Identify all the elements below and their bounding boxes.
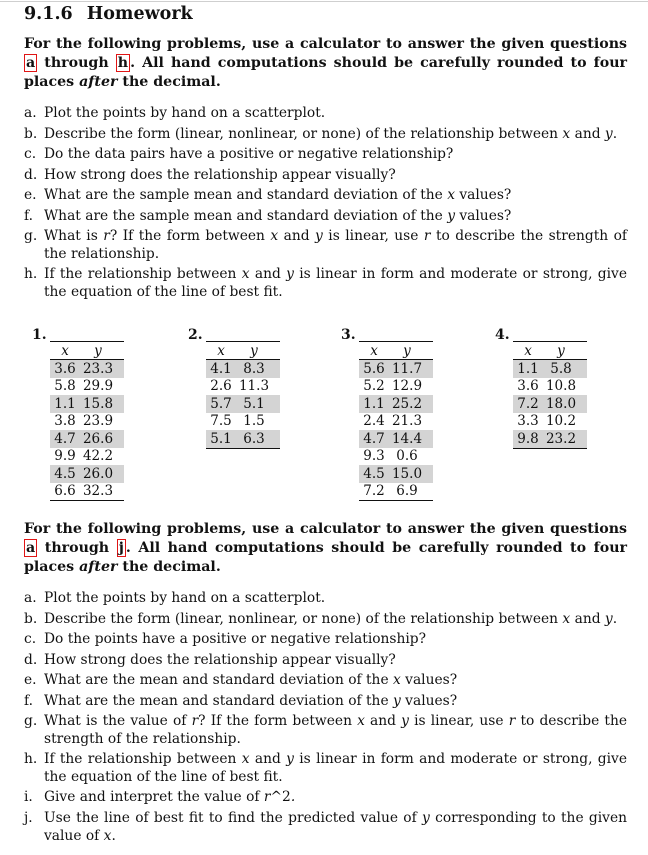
- table-rule: [513, 327, 587, 342]
- question-letter: d.: [24, 166, 38, 183]
- instructions-1: [24, 35, 627, 92]
- table-row: [50, 378, 124, 396]
- math-variable: x: [270, 228, 279, 244]
- table-row: [359, 360, 433, 378]
- question-item: [24, 691, 627, 712]
- text-run: Give and interpret the value of: [44, 789, 264, 805]
- cell-y: 26.6: [82, 430, 114, 447]
- text-run: What are the sample mean and standard deviation of the: [44, 187, 448, 203]
- question-letter: c.: [24, 146, 37, 162]
- question-letter: e.: [24, 187, 37, 203]
- table-row: [513, 395, 587, 413]
- instructions-2: [24, 520, 627, 577]
- cell-y: 0.6: [396, 448, 418, 465]
- question-letter: g.: [24, 713, 38, 729]
- table-row: [359, 378, 433, 396]
- text-run: is linear, use: [408, 713, 509, 729]
- text-run: values?: [454, 207, 512, 224]
- text-run: Describe the form (linear, nonlinear, or none) of the relationship between: [44, 610, 563, 627]
- question-text: [44, 629, 627, 650]
- instructions-text: For the following problems, use a calculator to answer the given questions: [24, 36, 627, 52]
- question-text: [44, 609, 627, 630]
- question-text: [44, 711, 627, 749]
- table-rule: [50, 327, 124, 342]
- cell-y: 18.0: [545, 395, 577, 412]
- instructions-text-2: . All hand computations should be carefully rounded to four places: [24, 55, 627, 90]
- table-row: [206, 413, 280, 431]
- table-row: [50, 448, 124, 466]
- text-run: ^2: [270, 789, 291, 805]
- column-header-y: y: [403, 342, 411, 359]
- text-run: If the relationship between: [44, 751, 242, 767]
- question-item: [24, 124, 627, 145]
- cell-x: 5.7: [210, 395, 232, 412]
- text-run: Plot the points by hand on a scatterplot.: [44, 105, 326, 121]
- question-text: [44, 226, 627, 264]
- question-letter: f.: [24, 692, 34, 709]
- question-letter: c.: [24, 631, 37, 647]
- instructions-text-3: the decimal.: [122, 559, 221, 575]
- cell-y: 14.4: [391, 430, 423, 447]
- question-letter: d.: [24, 651, 38, 668]
- column-header-y: y: [557, 342, 565, 359]
- text-run: Describe the form (linear, nonlinear, or none) of the relationship between: [44, 125, 563, 142]
- cell-y: 6.9: [396, 483, 418, 500]
- cell-x: 3.6: [517, 378, 539, 395]
- through-word: through: [44, 540, 110, 556]
- table-row: [50, 430, 124, 448]
- question-item: [24, 609, 627, 630]
- question-text: [44, 650, 627, 671]
- question-text: [44, 144, 627, 165]
- cell-y: 8.3: [243, 360, 265, 377]
- text-run: .: [612, 125, 618, 142]
- question-letter: e.: [24, 672, 37, 688]
- question-item: [24, 103, 627, 124]
- question-text: [44, 124, 627, 145]
- cell-x: 7.2: [363, 483, 385, 500]
- cell-x: 4.7: [363, 430, 385, 447]
- question-letter: i.: [24, 789, 33, 805]
- cell-x: 2.6: [210, 378, 232, 395]
- table-row: [50, 483, 124, 502]
- section-heading: [24, 4, 193, 24]
- text-run: ? If the form between: [109, 228, 271, 244]
- table-row: [513, 413, 587, 431]
- cell-x: 9.3: [363, 448, 385, 465]
- math-variable: x: [447, 187, 455, 203]
- question-text: [44, 185, 627, 206]
- table-row: [359, 395, 433, 413]
- math-variable: x: [103, 827, 112, 844]
- column-header-y: y: [94, 342, 102, 359]
- text-run: corresponding to the given value of: [44, 809, 627, 844]
- text-run: values?: [400, 672, 458, 688]
- data-table: [206, 327, 280, 449]
- question-letter: h.: [24, 751, 38, 767]
- math-variable: x: [241, 751, 250, 767]
- question-letter: g.: [24, 228, 38, 244]
- data-table: [359, 327, 433, 501]
- question-item: [24, 650, 627, 671]
- table-row: [359, 430, 433, 448]
- cell-y: 11.7: [391, 360, 423, 377]
- table-row: [359, 448, 433, 466]
- table-row: [513, 360, 587, 378]
- cell-y: 21.3: [391, 413, 423, 430]
- problem-number: 3.: [341, 327, 356, 343]
- question-item: [24, 165, 627, 186]
- text-run: .: [612, 610, 618, 627]
- text-run: ? If the form between: [198, 713, 358, 729]
- question-item: [24, 264, 627, 302]
- question-letter: h.: [24, 266, 38, 282]
- cell-y: 25.2: [391, 395, 423, 412]
- cell-x: 1.1: [54, 395, 76, 412]
- cell-x: 9.8: [517, 430, 539, 447]
- table-header: [206, 342, 280, 360]
- text-run: and: [364, 713, 402, 729]
- link-box-j[interactable]: j: [118, 540, 124, 556]
- text-run: What are the mean and standard deviation of the: [44, 672, 393, 688]
- cell-x: 3.6: [54, 360, 76, 377]
- section-number: 9.1.6: [24, 4, 73, 24]
- column-header-x: x: [370, 342, 378, 359]
- math-variable: y: [447, 207, 455, 224]
- instructions-text-3: the decimal.: [122, 74, 221, 90]
- math-variable: x: [357, 713, 365, 729]
- text-run: to describe the strength of the relationship.: [44, 228, 628, 262]
- question-item: [24, 711, 627, 749]
- text-run: and: [570, 610, 605, 627]
- math-variable: x: [393, 672, 401, 688]
- table-row: [359, 483, 433, 502]
- cell-y: 32.3: [82, 483, 114, 500]
- cell-y: 29.9: [82, 378, 114, 395]
- cell-x: 3.3: [517, 413, 539, 430]
- cell-y: 23.9: [82, 413, 114, 430]
- cell-y: 5.1: [243, 395, 265, 412]
- math-variable: r: [423, 228, 431, 244]
- text-run: If the relationship between: [44, 266, 242, 282]
- question-letter: f.: [24, 207, 34, 224]
- question-text: [44, 808, 627, 846]
- question-letter: j.: [24, 809, 33, 826]
- question-item: [24, 226, 627, 264]
- question-text: [44, 206, 627, 227]
- column-header-x: x: [61, 342, 69, 359]
- text-run: Use the line of best fit to find the predicted value of: [44, 809, 423, 826]
- question-item: [24, 670, 627, 691]
- cell-y: 26.0: [82, 465, 114, 482]
- text-run: values?: [454, 187, 512, 203]
- after-word: after: [79, 559, 118, 575]
- cell-x: 1.1: [517, 360, 539, 377]
- text-run: .: [111, 827, 116, 844]
- question-text: [44, 787, 627, 808]
- math-variable: y: [393, 692, 401, 709]
- math-variable: x: [562, 125, 571, 142]
- cell-y: 11.3: [238, 378, 270, 395]
- question-letter: a.: [24, 105, 37, 121]
- question-text: [44, 670, 627, 691]
- table-row: [206, 395, 280, 413]
- cell-x: 4.5: [363, 465, 385, 482]
- table-row: [359, 465, 433, 483]
- cell-y: 10.2: [545, 413, 577, 430]
- math-variable: y: [401, 713, 409, 729]
- column-header-y: y: [250, 342, 258, 359]
- table-header: [513, 342, 587, 360]
- table-rule: [206, 327, 280, 342]
- text-run: and: [249, 751, 287, 767]
- cell-x: 7.5: [210, 413, 232, 430]
- column-header-x: x: [217, 342, 225, 359]
- math-variable: r: [263, 789, 271, 805]
- link-box-a[interactable]: a: [26, 540, 36, 556]
- link-box-a[interactable]: a: [26, 55, 36, 71]
- cell-x: 5.2: [363, 378, 385, 395]
- table-row: [206, 378, 280, 396]
- table-row: [206, 360, 280, 378]
- question-text: [44, 749, 627, 787]
- data-table: [513, 327, 587, 449]
- cell-x: 4.1: [210, 360, 232, 377]
- text-run: What are the mean and standard deviation of the: [44, 692, 393, 709]
- text-run: and: [278, 228, 316, 244]
- cell-x: 5.1: [210, 430, 232, 447]
- problem-number: 2.: [188, 327, 203, 343]
- table-rule: [359, 327, 433, 342]
- question-text: [44, 165, 627, 186]
- text-run: Do the points have a positive or negative relationship?: [44, 631, 427, 647]
- math-variable: x: [241, 266, 250, 282]
- math-variable: y: [604, 610, 613, 627]
- cell-x: 1.1: [363, 395, 385, 412]
- question-item: [24, 787, 627, 808]
- cell-x: 7.2: [517, 395, 539, 412]
- cell-x: 5.8: [54, 378, 76, 395]
- cell-y: 15.8: [82, 395, 114, 412]
- top-rule: [0, 1, 648, 2]
- cell-x: 3.8: [54, 413, 76, 430]
- question-list-1: [24, 103, 627, 302]
- problem-number: 4.: [495, 327, 510, 343]
- text-run: is linear, use: [322, 228, 424, 244]
- math-variable: y: [315, 228, 323, 244]
- math-variable: y: [286, 266, 294, 282]
- text-run: How strong does the relationship appear visually?: [44, 651, 396, 668]
- text-run: to describe the strength of the relationship.: [44, 713, 628, 747]
- after-word: after: [79, 74, 118, 90]
- question-letter: a.: [24, 590, 37, 606]
- text-run: and: [570, 125, 605, 142]
- math-variable: .: [290, 789, 296, 805]
- table-row: [50, 360, 124, 378]
- table-row: [206, 430, 280, 449]
- cell-y: 42.2: [82, 448, 114, 465]
- table-header: [359, 342, 433, 360]
- cell-y: 12.9: [391, 378, 423, 395]
- question-text: [44, 264, 627, 302]
- cell-x: 6.6: [54, 483, 76, 500]
- cell-x: 2.4: [363, 413, 385, 430]
- math-variable: y: [422, 809, 430, 826]
- table-row: [50, 395, 124, 413]
- table-row: [50, 413, 124, 431]
- text-run: is linear in form and moderate or strong, give the equation of the line of best fit.: [44, 751, 627, 785]
- section-title: Homework: [86, 4, 193, 24]
- column-header-x: x: [524, 342, 532, 359]
- text-run: What is: [44, 228, 104, 244]
- cell-y: 23.2: [545, 430, 577, 447]
- question-item: [24, 206, 627, 227]
- instructions-text-2: . All hand computations should be carefully rounded to four places: [24, 540, 627, 575]
- table-row: [359, 413, 433, 431]
- cell-y: 10.8: [545, 378, 577, 395]
- question-item: [24, 588, 627, 609]
- text-run: and: [249, 266, 287, 282]
- cell-y: 1.5: [243, 413, 265, 430]
- table-row: [513, 430, 587, 449]
- question-item: [24, 749, 627, 787]
- cell-y: 23.3: [82, 360, 114, 377]
- table-header: [50, 342, 124, 360]
- cell-x: 5.6: [363, 360, 385, 377]
- question-letter: b.: [24, 610, 38, 627]
- table-row: [50, 465, 124, 483]
- question-list-2: [24, 588, 627, 846]
- cell-x: 4.5: [54, 465, 76, 482]
- cell-y: 15.0: [391, 465, 423, 482]
- link-box-h[interactable]: h: [117, 55, 129, 71]
- text-run: Plot the points by hand on a scatterplot.: [44, 590, 326, 606]
- cell-y: 5.8: [550, 360, 572, 377]
- question-item: [24, 629, 627, 650]
- cell-x: 9.9: [54, 448, 76, 465]
- question-text: [44, 103, 627, 124]
- through-word: through: [44, 55, 109, 71]
- instructions-text: For the following problems, use a calculator to answer the given questions: [24, 521, 627, 537]
- text-run: What is the value of: [44, 713, 192, 729]
- question-item: [24, 808, 627, 846]
- text-run: is linear in form and moderate or strong, give the equation of the line of best fit.: [44, 266, 627, 300]
- text-run: Do the data pairs have a positive or negative relationship?: [44, 146, 454, 162]
- math-variable: r: [103, 228, 110, 244]
- text-run: What are the sample mean and standard deviation of the: [44, 207, 448, 224]
- cell-x: 4.7: [54, 430, 76, 447]
- question-letter: b.: [24, 125, 38, 142]
- math-variable: r: [508, 713, 516, 729]
- problem-number: 1.: [32, 327, 47, 343]
- math-variable: r: [191, 713, 199, 729]
- question-item: [24, 185, 627, 206]
- math-variable: x: [562, 610, 571, 627]
- question-text: [44, 588, 627, 609]
- math-variable: y: [286, 751, 294, 767]
- data-table: [50, 327, 124, 501]
- question-item: [24, 144, 627, 165]
- text-run: How strong does the relationship appear visually?: [44, 166, 396, 183]
- table-row: [513, 378, 587, 396]
- math-variable: y: [604, 125, 613, 142]
- question-text: [44, 691, 627, 712]
- cell-y: 6.3: [243, 430, 265, 447]
- text-run: values?: [400, 692, 458, 709]
